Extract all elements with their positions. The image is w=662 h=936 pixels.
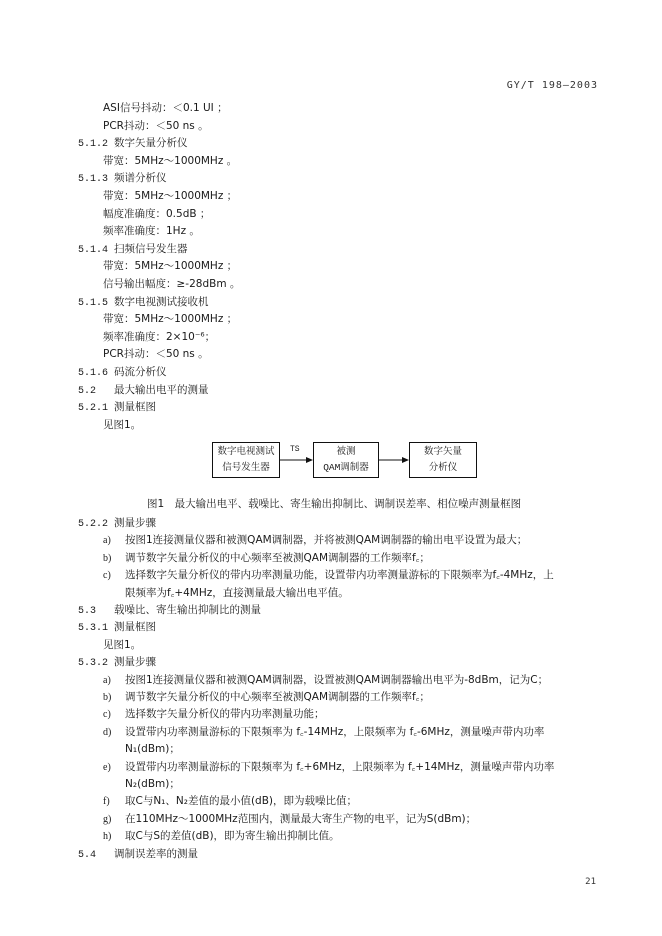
line-s522a: [103, 533, 527, 548]
line-text: 调节数字矢量分析仪的中心频率至被测QAM调制器的工作频率f꜀；: [125, 691, 430, 703]
vector-analyzer-box: [409, 442, 477, 478]
box1-line2: 信号发生器: [222, 462, 270, 473]
line-text: 选择数字矢量分析仪的带内功率测量功能；: [125, 708, 325, 721]
line-s522: [78, 516, 156, 532]
line-text: PCR抖动：＜50 ns 。: [103, 119, 209, 132]
list-label: c): [103, 709, 111, 721]
section-number: 5.1.6: [78, 368, 109, 379]
line-s516: [78, 365, 167, 381]
line-text: 信号输出幅度：≥-28dBm 。: [103, 278, 241, 290]
box3-line2: 分析仪: [428, 462, 458, 473]
arrow-out-head: [402, 457, 409, 463]
list-label: h): [103, 831, 112, 843]
line-text: 频率准确度：2×10⁻⁶；: [103, 330, 216, 343]
line-text: 数字电视测试接收机: [114, 295, 209, 308]
box2-line1: 被测: [336, 446, 356, 457]
section-number: 5.1.5: [78, 297, 109, 309]
section-number: 5.2.2: [78, 519, 109, 530]
line-text: 测量步骤: [114, 656, 156, 669]
line-text: 码流分析仪: [114, 366, 167, 378]
list-label: f): [103, 796, 110, 808]
line-s522b: [103, 551, 430, 566]
line-text: 最大输出电平的测量: [114, 383, 209, 396]
line-s515a: [103, 312, 237, 326]
line-asi: [103, 101, 228, 115]
list-label: a): [103, 674, 111, 686]
line-s532f: [103, 794, 357, 809]
line-s531: [78, 620, 156, 636]
line-text: 在110MHz～1000MHz范围内，测量最大寄生产物的电平，记为S(dBm)；: [125, 812, 477, 825]
list-label: g): [103, 813, 112, 825]
list-label: e): [103, 761, 111, 773]
line-text: 选择数字矢量分析仪的带内功率测量功能，设置带内功率测量游标的下限频率为f꜀-4MHz，上: [125, 569, 554, 582]
section-number: 5.1.3: [78, 174, 109, 186]
line-s532g: [103, 812, 476, 827]
line-s514: [78, 242, 188, 258]
line-s532: [78, 655, 156, 671]
line-s513c: [103, 224, 200, 238]
line-s532b: [103, 690, 430, 705]
line-text: N₂(dBm)；: [125, 778, 180, 790]
section-number: 5.1.4: [78, 244, 109, 256]
line-s515c: [103, 347, 209, 361]
line-s52: [78, 383, 209, 399]
line-s514a: [103, 259, 237, 273]
line-text: 数字矢量分析仪: [114, 137, 188, 150]
line-text: 测量步骤: [114, 517, 156, 529]
list-label: c): [103, 570, 111, 582]
line-s532a: [103, 673, 548, 688]
line-text: N₁(dBm)；: [125, 743, 180, 756]
line-s532e: [103, 760, 554, 775]
line-s532e2: [125, 777, 180, 791]
line-text: 带宽：5MHz～1000MHz 。: [103, 154, 238, 167]
line-s53: [78, 603, 261, 619]
line-text: 带宽：5MHz～1000MHz ；: [103, 190, 238, 202]
line-text: 限频率为f꜀+4MHz，直接测量最大输出电平值。: [125, 586, 349, 599]
line-text: 测量框图: [114, 621, 156, 634]
box3-line1: 数字矢量: [423, 446, 462, 457]
signal-generator-box: [212, 442, 280, 478]
section-number: 5.4: [78, 849, 97, 861]
section-number: 5.3.2: [78, 658, 109, 670]
line-s521: [78, 400, 156, 416]
line-s515b: [103, 330, 215, 344]
line-text: 带宽：5MHz～1000MHz ；: [103, 260, 238, 273]
line-text: 按图1连接测量仪器和被测QAM调制器，设置被测QAM调制器输出电平为-8dBm，记为C；: [125, 673, 549, 686]
line-s532d2: [125, 742, 180, 756]
list-label: b): [103, 692, 112, 703]
line-s512a: [103, 154, 237, 168]
line-text: PCR抖动：＜50 ns 。: [103, 348, 209, 361]
line-s522c: [103, 568, 554, 583]
page-header: GY/T 198—2003: [506, 80, 598, 91]
line-text: 设置带内功率测量游标的下限频率为 f꜀-14MHz，上限频率为 f꜀-6MHz，测量噪声带内功率: [125, 725, 545, 738]
line-text: 测量框图: [114, 401, 156, 414]
line-text: 扫频信号发生器: [114, 242, 188, 255]
line-text: 设置带内功率测量游标的下限频率为 f꜀+6MHz，上限频率为 f꜀+14MHz，测量噪声带内功率: [125, 760, 555, 773]
line-s532h: [103, 829, 340, 844]
line-s513a: [103, 189, 237, 203]
section-number: 5.1.2: [78, 139, 109, 151]
section-number: 5.2.1: [78, 403, 109, 415]
line-text: 见图1。: [103, 418, 142, 431]
line-s515: [78, 295, 209, 311]
list-label: d): [103, 726, 112, 738]
line-text: 幅度准确度：0.5dB ；: [103, 207, 211, 220]
section-number: 5.3.1: [78, 623, 109, 635]
line-s513: [78, 171, 167, 187]
line-s531a: [103, 638, 141, 652]
line-s521a: [103, 418, 141, 432]
line-pcr1: [103, 119, 209, 133]
ts-label: TS: [290, 445, 300, 454]
line-text: ASI信号抖动：＜0.1 UI ；: [103, 102, 228, 114]
line-s513b: [103, 207, 210, 221]
line-s514b: [103, 277, 240, 291]
line-text: 频率准确度：1Hz 。: [103, 225, 200, 238]
section-number: 5.2: [78, 385, 97, 397]
page-number: 21: [585, 877, 596, 887]
line-text: 按图1连接测量仪器和被测QAM调制器，并将被测QAM调制器的输出电平设置为最大；: [125, 534, 528, 547]
line-text: 调节数字矢量分析仪的中心频率至被测QAM调制器的工作频率f꜀；: [125, 551, 430, 564]
line-text: 载噪比、寄生输出抑制比的测量: [114, 604, 261, 616]
box2-line2: QAM调制器: [323, 462, 369, 473]
figure-caption: 图1 最大输出电平、载噪比、寄生输出抑制比、调制误差率、相位噪声测量框图: [147, 498, 522, 510]
line-s532d: [103, 725, 544, 740]
section-number: 5.3: [78, 606, 97, 617]
line-s532c: [103, 707, 325, 722]
line-s512: [78, 136, 188, 152]
arrow-ts-head: [306, 457, 313, 463]
list-label: b): [103, 552, 112, 564]
line-text: 见图1。: [103, 638, 142, 651]
line-s54: [78, 847, 198, 863]
line-text: 调制误差率的测量: [114, 847, 198, 860]
line-text: 带宽：5MHz～1000MHz ；: [103, 313, 238, 326]
line-text: 取C与S的差值(dB)，即为寄生输出抑制比值。: [125, 830, 340, 843]
list-label: a): [103, 535, 111, 547]
line-s522c2: [125, 586, 349, 600]
box1-line1: 数字电视测试: [217, 446, 275, 457]
line-text: 频谱分析仪: [114, 172, 167, 185]
line-text: 取C与N₁、N₂差值的最小值(dB)，即为载噪比值；: [125, 795, 358, 808]
